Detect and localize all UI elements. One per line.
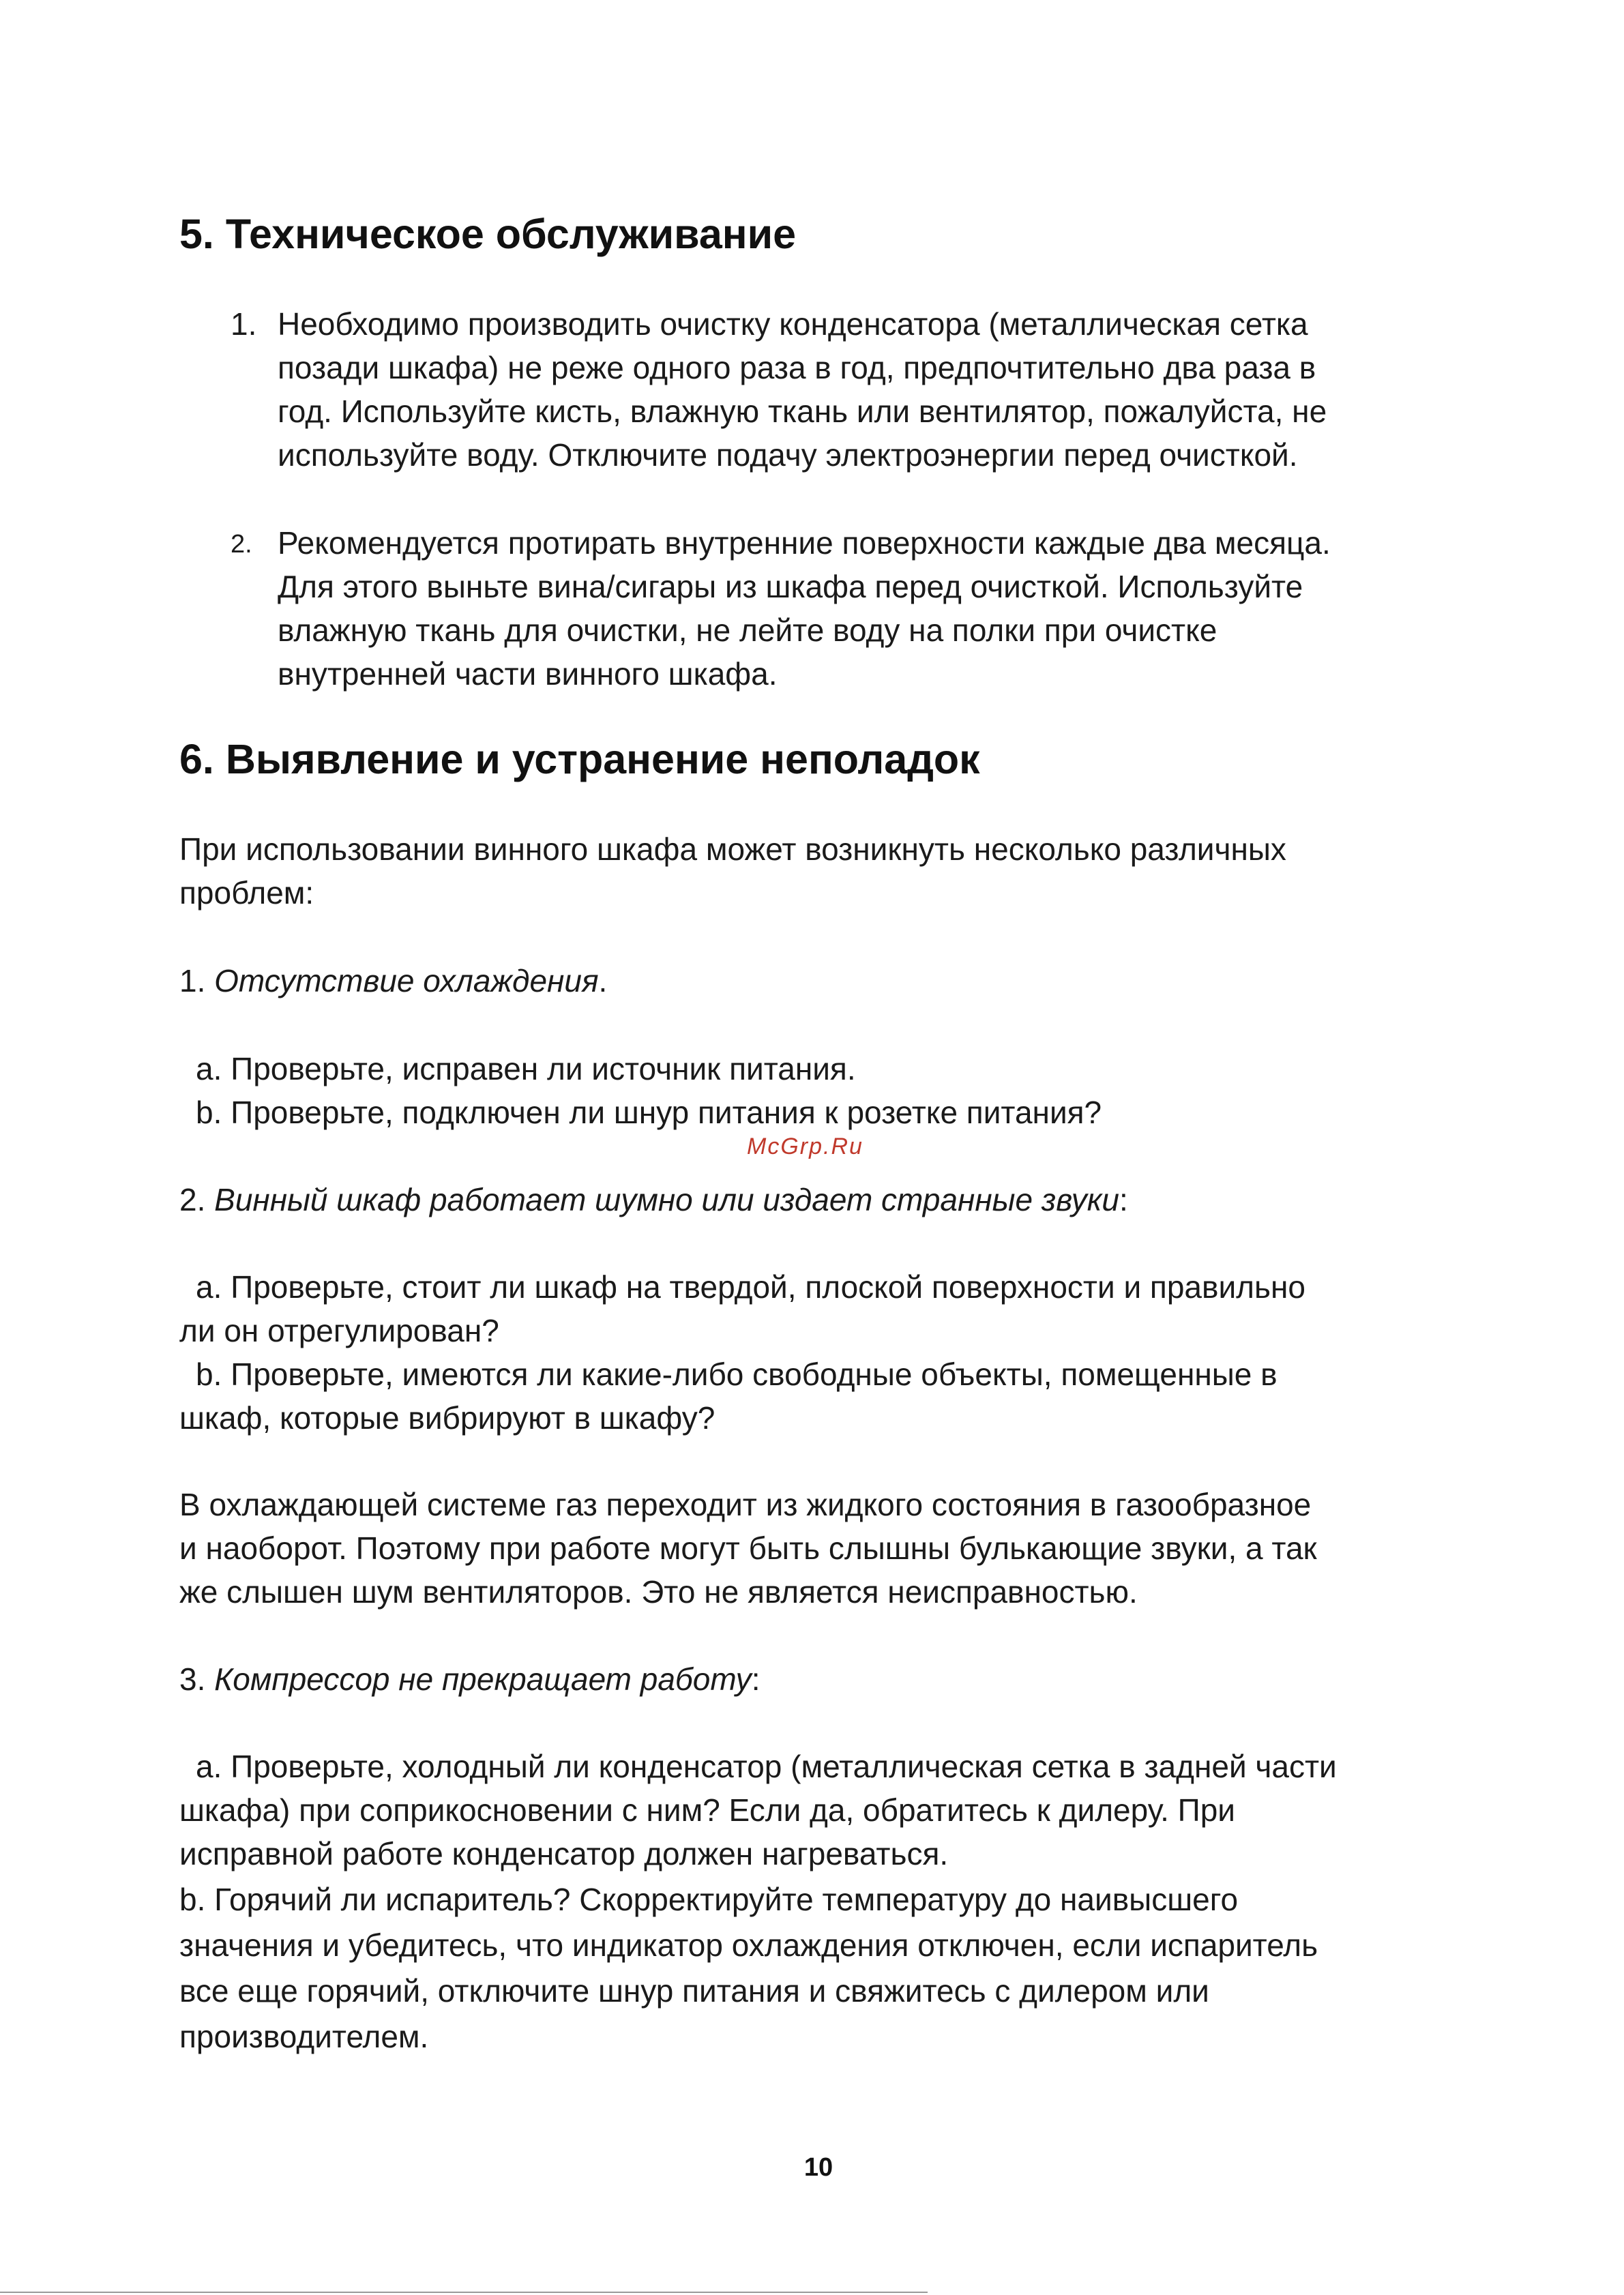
problem-title: Отсутствие охлаждения xyxy=(214,963,599,998)
text-line: значения и убедитесь, что индикатор охлаждения отключен, если испаритель xyxy=(179,1927,1318,1963)
problem-suffix: : xyxy=(751,1661,761,1697)
problem-2-check-b-line1: b. Проверьте, имеются ли какие-либо свободные объекты, помещенные в xyxy=(196,1357,1278,1392)
maintenance-item-1 xyxy=(278,302,1327,477)
problem-2-check-b-line2: шкаф, которые вибрируют в шкафу? xyxy=(179,1400,715,1436)
text-line: все еще горячий, отключите шнур питания и свяжитесь с дилером или xyxy=(179,1973,1209,2009)
problem-number: 1. xyxy=(179,963,215,998)
problem-3-check-a-line3: исправной работе конденсатор должен нагреваться. xyxy=(179,1836,949,1871)
list-number-1: 1. xyxy=(231,306,257,342)
text-line: Рекомендуется протирать внутренние поверхности каждые два месяца. xyxy=(278,525,1331,561)
problem-3-check-a-line1: a. Проверьте, холодный ли конденсатор (металлическая сетка в задней части xyxy=(196,1749,1337,1784)
text-line: же слышен шум вентиляторов. Это не является неисправностью. xyxy=(179,1574,1138,1610)
problem-suffix: : xyxy=(1119,1182,1128,1217)
maintenance-item-2 xyxy=(278,521,1331,696)
problem-3-check-a-line2: шкафа) при соприкосновении с ним? Если да, обратитесь к дилеру. При xyxy=(179,1792,1235,1828)
text-line: позади шкафа) не реже одного раза в год, предпочтительно два раза в xyxy=(278,350,1316,385)
problem-1-heading xyxy=(179,959,607,1003)
problem-number: 3. xyxy=(179,1661,215,1697)
problem-3-check-b xyxy=(179,1877,1318,2060)
problem-1-checks xyxy=(196,1047,1102,1134)
text-line: При использовании винного шкафа может возникнуть несколько различных xyxy=(179,831,1286,867)
troubleshooting-intro xyxy=(179,827,1286,915)
problem-number: 2. xyxy=(179,1182,215,1217)
text-line: год. Используйте кисть, влажную ткань или вентилятор, пожалуйста, не xyxy=(278,394,1327,429)
text-line: В охлаждающей системе газ переходит из жидкого состояния в газообразное xyxy=(179,1487,1312,1522)
text-line: используйте воду. Отключите подачу электроэнергии перед очисткой. xyxy=(278,437,1298,473)
section-6-title: 6. Выявление и устранение неполадок xyxy=(179,736,980,782)
problem-suffix: . xyxy=(598,963,608,998)
text-line: внутренней части винного шкафа. xyxy=(278,656,778,692)
bottom-divider xyxy=(0,2292,928,2293)
section-5-title: 5. Техническое обслуживание xyxy=(179,211,797,257)
check-item: b. Проверьте, подключен ли шнур питания к розетке питания? xyxy=(196,1095,1102,1130)
text-line: производителем. xyxy=(179,2019,429,2054)
check-item: a. Проверьте, исправен ли источник питания. xyxy=(196,1051,856,1086)
problem-title: Винный шкаф работает шумно или издает странные звуки xyxy=(214,1182,1120,1217)
text-line: Необходимо производить очистку конденсатора (металлическая сетка xyxy=(278,306,1308,342)
text-line: влажную ткань для очистки, не лейте воду на полки при очистке xyxy=(278,612,1217,648)
watermark: McGrp.Ru xyxy=(747,1134,863,1159)
problem-2-check-a-line1: a. Проверьте, стоит ли шкаф на твердой, плоской поверхности и правильно xyxy=(196,1269,1305,1305)
problem-2-note xyxy=(179,1483,1317,1614)
page-number: 10 xyxy=(803,2153,833,2182)
problem-3-heading xyxy=(179,1657,760,1701)
problem-2-heading xyxy=(179,1178,1128,1221)
text-line: b. Горячий ли испаритель? Скорректируйте температуру до наивысшего xyxy=(179,1882,1239,1917)
text-line: проблем: xyxy=(179,875,314,910)
text-line: и наоборот. Поэтому при работе могут быть слышны булькающие звуки, а так xyxy=(179,1530,1317,1566)
problem-2-check-a-line2: ли он отрегулирован? xyxy=(179,1313,499,1348)
text-line: Для этого выньте вина/сигары из шкафа перед очисткой. Используйте xyxy=(278,569,1303,604)
list-number-2: 2. xyxy=(231,530,252,559)
problem-title: Компрессор не прекращает работу xyxy=(214,1661,752,1697)
